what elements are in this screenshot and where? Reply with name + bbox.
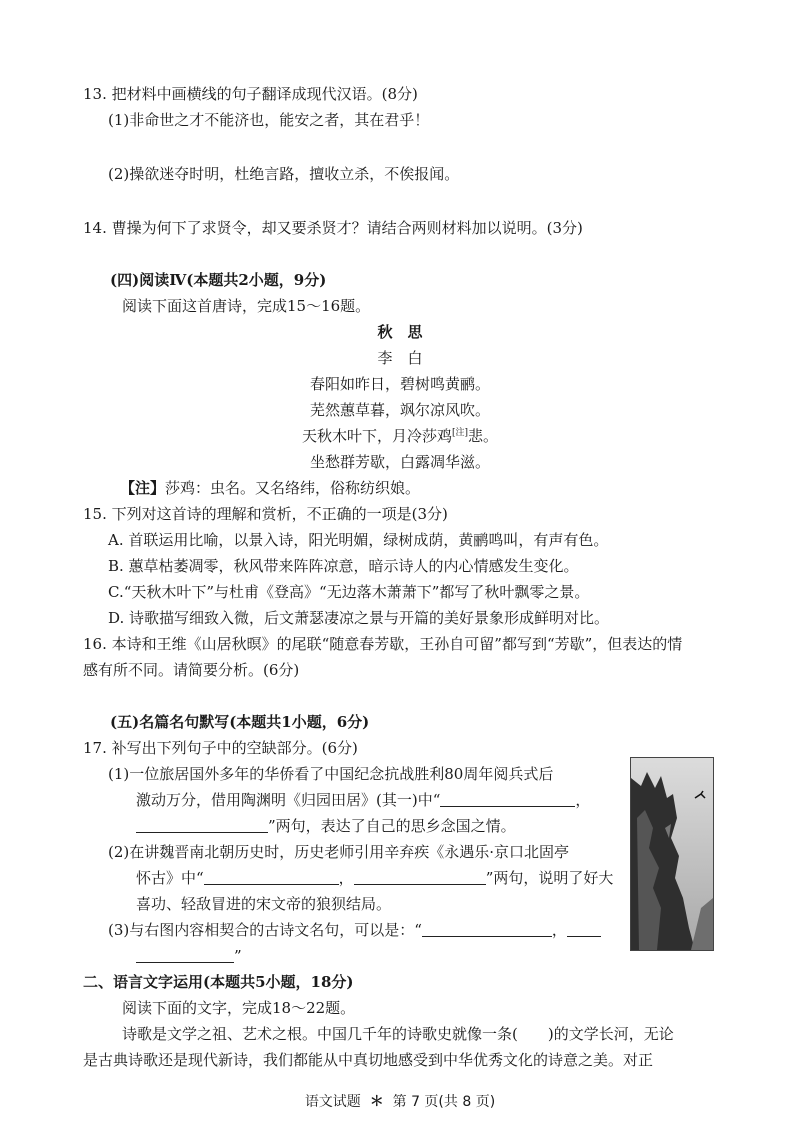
page-footer (0, 1093, 800, 1112)
q17-s2-line-1: (2)在讲魏晋南北朝历史时，历史老师引用辛弃疾《永遇乐·京口北固亭 (108, 843, 570, 861)
poem-author: 李 白 (377, 349, 423, 367)
q17-s2-line-2 (136, 868, 613, 888)
note-text: 莎鸡：虫名。又名络纬，俗称纺织娘。 (165, 479, 421, 497)
poem-note (120, 478, 420, 498)
q13-sentence-2: (2)操欲迷夺时明，杜绝言路，擅收立杀，不俟报闻。 (108, 165, 460, 183)
q17-s1-line-3 (136, 816, 516, 836)
q17-s3-tail: ” (234, 947, 242, 965)
q15-option-b: B. 蕙草枯萎凋零，秋风带来阵阵凉意，暗示诗人的内心情感发生变化。 (108, 557, 579, 575)
poem-line-4: 坐愁群芳歇，白露凋华滋。 (309, 453, 490, 471)
answer-blank[interactable] (422, 922, 552, 937)
note-marker: [注] (451, 428, 469, 438)
q17-s3-line-2 (136, 946, 242, 966)
mountain-cliff-icon (631, 758, 713, 950)
q15-option-c: C.“天秋木叶下”与杜甫《登高》“无边落木萧萧下”都写了秋叶飘零之景。 (108, 583, 590, 601)
section-4-intro: 阅读下面这首唐诗，完成15～16题。 (122, 297, 371, 315)
q15-option-d: D. 诗歌描写细致入微，后文萧瑟凄凉之景与开篇的美好景象形成鲜明对比。 (108, 609, 610, 627)
answer-blank[interactable] (204, 870, 339, 885)
poem-line-3-end: 悲。 (468, 427, 499, 445)
q14-stem: 14. 曹操为何下了求贤令，却又要杀贤才？请结合两则材料加以说明。(3分) (83, 219, 583, 237)
poem-title: 秋 思 (377, 323, 423, 341)
answer-blank[interactable] (136, 948, 234, 963)
footer-star: ＊ (369, 1094, 384, 1110)
poem-line-3 (0, 426, 800, 446)
part-2-title: 二、语言文字运用(本题共5小题，18分) (83, 973, 354, 991)
q13-stem: 13. 把材料中画横线的句子翻译成现代汉语。(8分) (83, 85, 418, 103)
q15-option-a: A. 首联运用比喻，以景入诗，阳光明媚，绿树成荫，黄鹂鸣叫，有声有色。 (108, 531, 609, 549)
part-2-paragraph-line-1: 诗歌是文学之祖、艺术之根。中国几千年的诗歌史就像一条( )的文学长河，无论 (122, 1025, 674, 1043)
q17-s1-tail: ”两句，表达了自己的思乡念国之情。 (268, 817, 516, 835)
q13-sentence-1: (1)非命世之才不能济也，能安之者，其在君乎！ (108, 111, 430, 129)
q17-s2-text: 怀古》中“ (136, 869, 204, 887)
section-4-title: (四)阅读Ⅳ(本题共2小题，9分) (110, 271, 327, 289)
note-label: 【注】 (120, 479, 166, 497)
footer-page-number: 第 7 页(共 8 页) (392, 1094, 496, 1110)
q16-line-1: 16. 本诗和王维《山居秋暝》的尾联“随意春芳歇，王孙自可留”都写到“芳歇”，但表达的情 (83, 635, 683, 653)
q17-s3-line-1 (108, 920, 601, 940)
footer-subject: 语文试题 (304, 1094, 361, 1110)
q17-s1-line-1: (1)一位旅居国外多年的华侨看了中国纪念抗战胜利80周年阅兵式后 (108, 765, 554, 783)
part-2-paragraph-line-2: 是古典诗歌还是现代新诗，我们都能从中真切地感受到中华优秀文化的诗意之美。对正 (83, 1051, 654, 1069)
answer-blank[interactable] (440, 792, 575, 807)
part-2-intro: 阅读下面的文字，完成18～22题。 (122, 999, 356, 1017)
q15-stem: 15. 下列对这首诗的理解和赏析，不正确的一项是(3分) (83, 505, 448, 523)
answer-blank[interactable] (567, 922, 601, 937)
section-5-title: (五)名篇名句默写(本题共1小题，6分) (110, 713, 370, 731)
q16-line-2: 感有所不同。请简要分析。(6分) (83, 661, 300, 679)
poem-line-1: 春阳如昨日，碧树鸣黄鹂。 (309, 375, 490, 393)
q17-s3-text: (3)与右图内容相契合的古诗文名句，可以是：“ (108, 921, 422, 939)
poem-line-3-text: 天秋木叶下，月冷莎鸡 (301, 427, 452, 445)
q17-s1-line-2 (136, 790, 590, 810)
answer-blank[interactable] (354, 870, 486, 885)
mountain-cliff-photo (630, 757, 714, 951)
poem-line-2: 芜然蕙草暮，飒尔凉风吹。 (309, 401, 490, 419)
comma: ， (338, 869, 354, 887)
comma: ， (575, 791, 591, 809)
q17-s2-tail: ”两句，说明了好大 (485, 869, 614, 887)
q17-s2-line-3: 喜功、轻敌冒进的宋文帝的狼狈结局。 (136, 895, 392, 913)
q17-s1-text: 激动万分，借用陶渊明《归园田居》(其一)中“ (136, 791, 441, 809)
comma: ， (551, 921, 567, 939)
answer-blank[interactable] (136, 818, 268, 833)
q17-stem: 17. 补写出下列句子中的空缺部分。(6分) (83, 739, 358, 757)
